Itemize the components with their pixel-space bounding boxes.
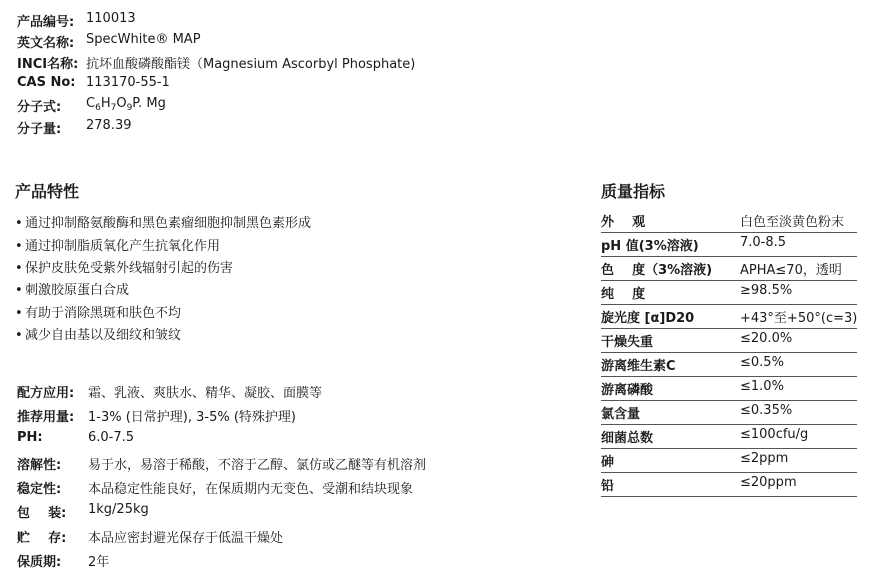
- shelf-life-value: 2年: [88, 555, 110, 570]
- table-row: 铅 ≤20ppm: [601, 472, 857, 497]
- table-row: 色 度（3%溶液) APHA≤70，透明: [601, 256, 857, 281]
- packaging-label: 包 装:: [17, 506, 67, 521]
- table-row: 外 观 白色至淡黄色粉末: [601, 208, 857, 233]
- storage-value: 本品应密封避光保存于低温干燥处: [88, 531, 284, 546]
- list-item: • 通过抑制酪氨酸酶和黑色素瘤细胞抑制黑色素形成: [15, 216, 312, 231]
- list-item: • 刺激胶原蛋白合成: [15, 283, 130, 298]
- english-name-label: 英文名称:: [17, 36, 75, 51]
- table-row: 游离维生素C ≤0.5%: [601, 352, 857, 377]
- list-item: • 减少自由基以及细纹和皱纹: [15, 328, 182, 343]
- ph-label: PH:: [17, 430, 43, 445]
- inci-name-value: 抗坏血酸磷酸酯镁（Magnesium Ascorbyl Phosphate): [86, 57, 416, 72]
- dosage-label: 推荐用量:: [17, 410, 75, 425]
- table-row: 氯含量 ≤0.35%: [601, 400, 857, 425]
- application-label: 配方应用:: [17, 386, 75, 401]
- stability-value: 本品稳定性能良好，在保质期内无变色、受潮和结块现象: [88, 482, 414, 497]
- storage-label: 贮 存:: [17, 531, 67, 546]
- table-row: 旋光度 [α]D20 +43°至+50°(c=3): [601, 304, 857, 329]
- table-row: 细菌总数 ≤100cfu/g: [601, 424, 857, 449]
- table-row: 纯 度 ≥98.5%: [601, 280, 857, 305]
- formula-value: $C_6H_7O_9P$. Mg: [86, 96, 166, 113]
- solubility-label: 溶解性:: [17, 458, 62, 473]
- table-row: 干燥失重 ≤20.0%: [601, 328, 857, 353]
- cas-value: 113170-55-1: [86, 75, 170, 90]
- product-code-value: 110013: [86, 11, 136, 26]
- product-code-label: 产品编号:: [17, 15, 75, 30]
- quality-title: 质量指标: [601, 182, 666, 201]
- list-item: • 保护皮肤免受紫外线辐射引起的伤害: [15, 261, 234, 276]
- ph-value: 6.0-7.5: [88, 430, 135, 445]
- application-value: 霜、乳液、爽肤水、精华、凝胶、面膜等: [88, 386, 323, 401]
- packaging-value: 1kg/25kg: [88, 502, 149, 517]
- solubility-value: 易于水，易溶于稀酸，不溶于乙醇、氯仿或乙醚等有机溶剂: [88, 458, 427, 473]
- formula-label: 分子式:: [17, 100, 62, 115]
- molecular-weight-label: 分子量:: [17, 122, 62, 137]
- cas-label: CAS No:: [17, 75, 76, 90]
- features-title: 产品特性: [15, 182, 80, 201]
- stability-label: 稳定性:: [17, 482, 62, 497]
- table-row: pH 值(3%溶液) 7.0-8.5: [601, 232, 857, 257]
- shelf-life-label: 保质期:: [17, 555, 62, 570]
- table-row: 砷 ≤2ppm: [601, 448, 857, 473]
- table-row: 游离磷酸 ≤1.0%: [601, 376, 857, 401]
- molecular-weight-value: 278.39: [86, 118, 132, 133]
- list-item: • 有助于消除黑斑和肤色不均: [15, 306, 182, 321]
- list-item: • 通过抑制脂质氧化产生抗氧化作用: [15, 239, 221, 254]
- english-name-value: SpecWhite® MAP: [86, 32, 201, 47]
- dosage-value: 1-3% (日常护理), 3-5% (特殊护理): [88, 410, 296, 425]
- inci-name-label: INCI名称:: [17, 57, 79, 72]
